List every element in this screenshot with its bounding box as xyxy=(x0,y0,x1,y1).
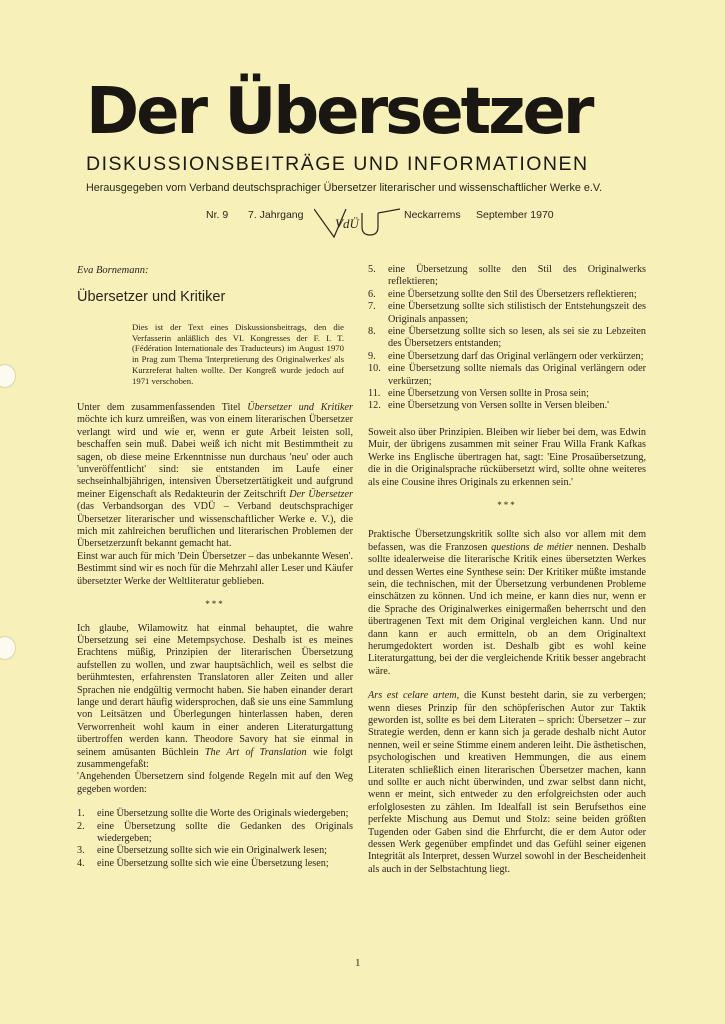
rules-list-left xyxy=(77,808,353,870)
list-item: 4. eine Übersetzung sollte sich wie eine Übersetzung lesen; xyxy=(77,857,329,869)
issue-line xyxy=(0,203,725,243)
punch-hole-top xyxy=(0,364,16,388)
paragraph-rules-intro: 'Angehenden Übersetzern sind folgende Regeln mit auf den Weg gegeben worden: xyxy=(77,771,353,795)
section-separator: *** xyxy=(205,599,225,610)
section-separator: *** xyxy=(497,499,517,510)
paragraph-intro: Unter dem zusammenfassenden Titel Übersetzer und Kritiker möchte ich kurz umreißen, was von einem literarischen Übersetzer verlangt wird und wie er, wenn er gute Arbeit leisten soll, beschaffen sein muß. Dabei weiß ich nicht mit Bestimmtheit zu sagen, ob diese meine Erkenntnisse nun durchaus 'neu' oder auch 'unveröffentlicht' sind: sie entstanden im Laufe einer sechseinhalbjährigen, intensiven Übersetzertätigkeit und aufgrund meiner Eigenschaft als Redakteurin der Zeitschrift Der Übersetzer (das Verbandsorgan des VDÜ – Verband deutschsprachiger Übersetzer literarischer und wissenschaftlicher Werke e. V.), die mich mit zahlreichen beruflichen und literarischen Problemen der Übersetzerzunft bekannt gemacht hat. xyxy=(77,402,353,550)
masthead-subtitle: DISKUSSIONSBEITRÄGE UND INFORMATIONEN xyxy=(86,153,589,175)
paragraph-unknown-being: Einst war auch für mich 'Dein Übersetzer – das unbekannte Wesen'. Bestimmt sind wir es noch für die Mehrzahl aller Leser und Käufer übersetzter Werke der Weltliteratur geblieben. xyxy=(77,550,353,587)
publisher-line: Herausgegeben vom Verband deutschsprachiger Übersetzer literarischer und wissenschaftlicher Werke e.V. xyxy=(86,182,603,194)
list-item: 9. eine Übersetzung darf das Original verlängern oder verkürzen; xyxy=(368,350,644,362)
article-author: Eva Bornemann: xyxy=(77,265,149,276)
paragraph-criticism: Praktische Übersetzungskritik sollte sich also vor allem mit dem befassen, was die Franzosen questions de métier nennen. Deshalb sollte idealerweise die literarische Kritik eines übersetzten Werkes und dessen Wertes eine Synthese sein: Der Kritiker müßte imstande sein, die technischen, mit der Übersetzung verbundenen Probleme einschätzen zu können. Und ich meine, er kann dies nur, wenn er die Sprache des Originalwerkes einigermaßen beherrscht und den übertragenen Text mit dem Original vergleichen kann. Und nur dann kann er auch ermitteln, ob an dem Originaltext herumgedoktert worden ist. Deshalb gibt es wohl keine Literaturgattung, bei der die vergleichende Kritik besser angebracht wäre. xyxy=(368,529,646,677)
article-title: Übersetzer und Kritiker xyxy=(77,289,226,305)
list-item: 5. eine Übersetzung sollte den Stil des Originalwerks reflektieren; xyxy=(368,264,646,288)
list-item: 12. eine Übersetzung von Versen sollte in Versen bleiben.' xyxy=(368,400,609,412)
list-item: 8. eine Übersetzung sollte sich so lesen, als sei sie zu Lebzeiten des Übersetzers entstanden; xyxy=(368,326,646,350)
paragraph-wilamowitz: Ich glaube, Wilamowitz hat einmal behauptet, die wahre Übersetzung sei eine Metempsychose. Deshalb ist es meines Erachtens müßig, Prinzipien der literarischen Übersetzung aufstellen zu wollen, und zwar hauptsächlich, weil es selbst die berühmtesten, erfahrensten Translatoren aller Zeiten und aller Sprachen nie endgültig vermocht haben. Sie haben einander derart lange und derart häufig widersprochen, daß sie uns eine Sammlung von Leitsätzen und Überlegungen hinterlassen haben, deren Verworrenheit wohl kaum in einer anderen Literaturgattung übertroffen werden kann. Theodore Savory hat sie einmal in seinem amüsanten Büchlein The Art of Translation wie folgt zusammengefaßt: xyxy=(77,622,354,770)
list-item: 6. eine Übersetzung sollte den Stil des Übersetzers reflektieren; xyxy=(368,288,637,300)
page-number: 1 xyxy=(355,957,361,969)
article-note: Dies ist der Text eines Diskussionsbeitrags, den die Verfasserin anläßlich des VI. Kongresses der F. I. T. (Fédération Internationale des Traducteurs) im August 1970 in Prag zum Thema 'Interpretierung des Originalwerkes' als Kurzreferat halten wollte. Der Kongreß wurde jedoch auf 1971 verschoben. xyxy=(132,322,344,386)
rules-list-right xyxy=(368,264,646,413)
masthead-title: Der Übersetzer xyxy=(86,75,592,149)
vdue-logo xyxy=(314,203,400,239)
issue-date: September 1970 xyxy=(476,209,554,221)
right-column xyxy=(368,264,646,876)
issue-place: Neckarrems xyxy=(404,209,461,221)
list-item: 7. eine Übersetzung sollte sich stilistisch der Entstehungszeit des Originals anpassen; xyxy=(368,301,646,325)
issue-number: Nr. 9 xyxy=(206,209,229,221)
list-item: 1. eine Übersetzung sollte die Worte des Originals wiedergeben; xyxy=(77,808,349,820)
list-item: 3. eine Übersetzung sollte sich wie ein Originalwerk lesen; xyxy=(77,845,327,857)
list-item: 10. eine Übersetzung sollte niemals das Original verlängern oder verkürzen; xyxy=(368,363,646,387)
logo-text: VdÜ xyxy=(335,216,359,231)
paragraph-muir: Soweit also über Prinzipien. Bleiben wir lieber bei dem, was Edwin Muir, der übrigens zusammen mit seiner Frau Willa Frank Kafkas Werke ins Englische übertragen hat, sagt: 'Eine Prosaübersetzung, die in die Originalsprache rückübersetzt wird, sollte ohne weiteres als eine Cousine ihres Originals zu erkennen sein.' xyxy=(368,426,646,488)
punch-hole-bottom xyxy=(0,636,16,660)
list-item: 2. eine Übersetzung sollte die Gedanken des Originals wiedergeben; xyxy=(77,820,353,844)
issue-volume: 7. Jahrgang xyxy=(248,209,304,221)
left-column xyxy=(77,402,353,870)
list-item: 11. eine Übersetzung von Versen sollte in Prosa sein; xyxy=(368,388,589,400)
paragraph-ars: Ars est celare artem, die Kunst besteht darin, sie zu verbergen; wenn dieses Prinzip für den schöpferischen Autor zur Taktik geworden ist, sollte es bei dem Literaten – sprich: Übersetzer – zur Strategie werden, denn er kann sich ja gerade deshalb nicht Autor nennen, weil er seine Stimme einem anderen leiht. Die ästhetischen, psychologischen und kreativen Hemmungen, die aus einem Literaten schließlich einen literarischen Übersetzer machen, kann und sollte er auch nicht überwinden, und zwar selbst dann nicht, wenn er meint, sich entweder zu den erfolgreichsten oder auch erfolglosesten zu zählen. Im Idealfall ist sein Berufsethos eine perfekte Mischung aus Demut und Stolz: seine beiden größten Tugenden oder Gaben sind die Ehrfurcht, die er dem Autor oder dessen Werk gegenüber empfindet und das Gefühl seiner eigenen Integrität als Interpret, dessen Wurzel sowohl in der Bescheidenheit als auch in der Selbstachtung liegt. xyxy=(368,690,646,875)
